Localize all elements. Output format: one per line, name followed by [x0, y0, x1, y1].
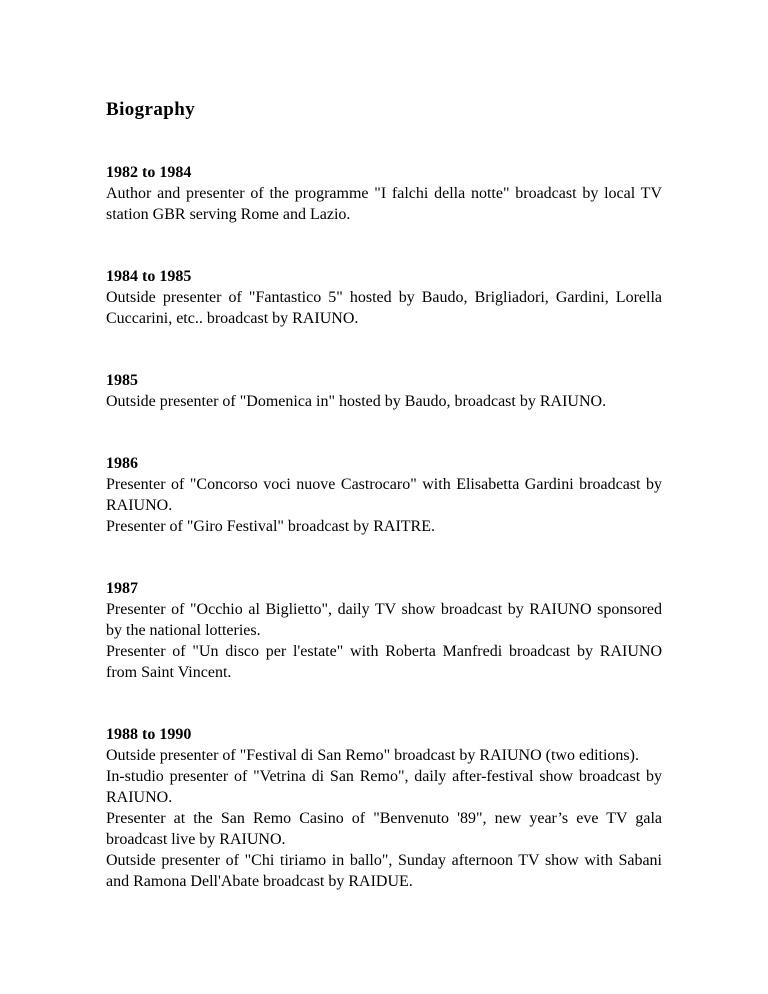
entry-1987: [106, 578, 662, 683]
entry-year: 1987: [106, 580, 138, 597]
entry-year: 1988 to 1990: [106, 726, 192, 743]
entry-1986: [106, 453, 662, 537]
entry-text: Presenter of "Concorso voci nuove Castrocaro" with Elisabetta Gardini broadcast by RAIUNO.: [106, 476, 662, 514]
entry-1985: [106, 370, 662, 412]
entry-text: In-studio presenter of "Vetrina di San Remo", daily after-festival show broadcast by RAIUNO.: [106, 768, 662, 806]
entry-text: Author and presenter of the programme "I falchi della notte" broadcast by local TV station GBR serving Rome and Lazio.: [106, 185, 662, 223]
entry-year: 1985: [106, 372, 138, 389]
entry-text: Outside presenter of "Chi tiriamo in ballo", Sunday afternoon TV show with Sabani and Ramona Dell'Abate broadcast by RAIDUE.: [106, 852, 662, 890]
entry-text: Outside presenter of "Domenica in" hosted by Baudo, broadcast by RAIUNO.: [106, 393, 607, 410]
entry-1984-1985: [106, 266, 662, 329]
entry-text: Presenter of "Occhio al Biglietto", daily TV show broadcast by RAIUNO sponsored by the national lotteries.: [106, 601, 662, 639]
entry-year: 1982 to 1984: [106, 164, 192, 181]
entry-text: Presenter of "Giro Festival" broadcast by RAITRE.: [106, 518, 435, 535]
entry-1988-1990: [106, 724, 662, 892]
entry-text: Presenter at the San Remo Casino of "Benvenuto '89", new year’s eve TV gala broadcast live by RAIUNO.: [106, 810, 662, 848]
page-title: Biography: [106, 99, 196, 120]
entry-text: Outside presenter of "Fantastico 5" hosted by Baudo, Brigliadori, Gardini, Lorella Cuccarini, etc.. broadcast by RAIUNO.: [106, 289, 662, 327]
entry-text: Outside presenter of "Festival di San Remo" broadcast by RAIUNO (two editions).: [106, 747, 639, 764]
entry-text: Presenter of "Un disco per l'estate" with Roberta Manfredi broadcast by RAIUNO from Saint Vincent.: [106, 643, 662, 681]
document-page: [106, 98, 662, 933]
entry-year: 1984 to 1985: [106, 268, 192, 285]
entry-1982-1984: [106, 162, 662, 225]
entry-year: 1986: [106, 455, 138, 472]
